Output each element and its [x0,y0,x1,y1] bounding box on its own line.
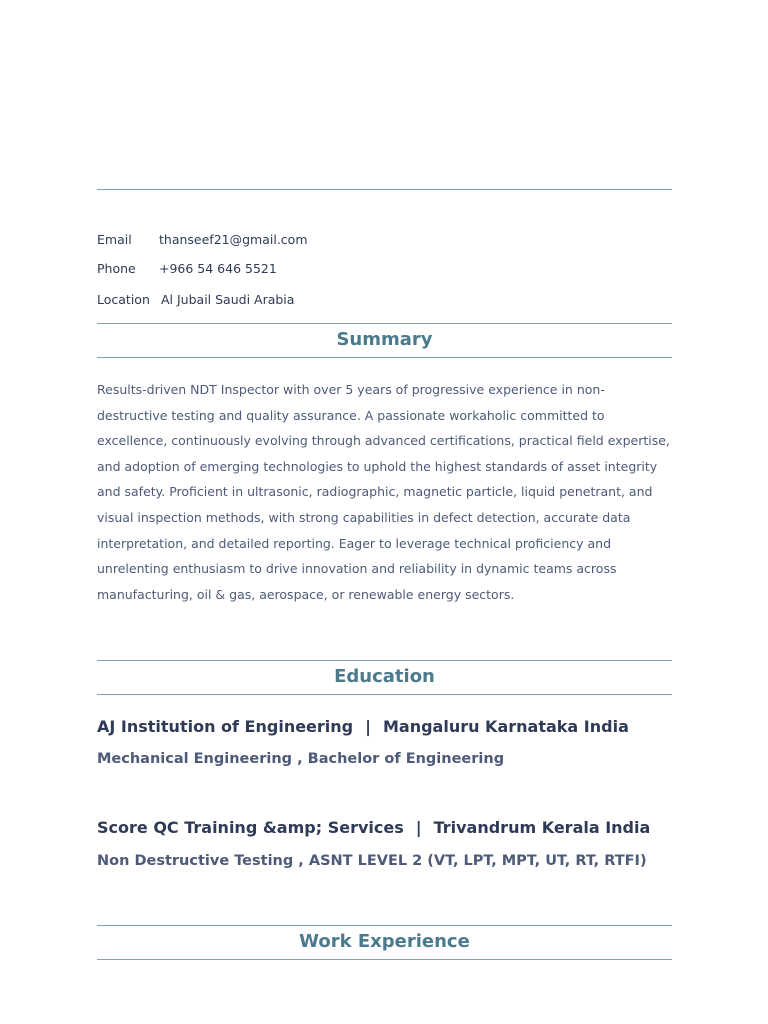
education-entry-1-title [97,717,629,737]
education-divider-bottom [97,694,672,695]
phone-value[interactable]: +966 54 646 5521 [159,261,277,276]
education-entry-1-institution: AJ Institution of Engineering [97,717,354,736]
location-value: Al Jubail Saudi Arabia [161,292,295,307]
work-experience-heading: Work Experience [299,931,470,952]
education-entry-2-institution: Score QC Training &amp; Services [97,818,404,837]
contact-phone-row [97,261,277,276]
contact-location-row [97,292,295,307]
work-experience-divider-top [97,925,672,926]
contact-email-row [97,232,308,247]
phone-label: Phone [97,261,136,276]
education-entry-2-separator: | [415,818,422,837]
email-label: Email [97,232,132,247]
work-experience-divider-bottom [97,959,672,960]
summary-heading: Summary [336,329,433,350]
education-entry-2-detail: Non Destructive Testing , ASNT LEVEL 2 (VT, LPT, MPT, UT, RT, RTFI) [97,853,647,869]
header-divider [97,189,672,190]
summary-divider-top [97,323,672,324]
email-value[interactable]: thanseef21@gmail.com [159,232,308,247]
location-label: Location [97,292,150,307]
education-entry-1-separator: | [365,717,371,736]
education-entry-2-title [97,818,650,838]
summary-text: Results-driven NDT Inspector with over 5 years of progressive experience in non-destructive testing and quality assurance. A passionate workaholic committed to excellence, continuously evolving through advanced certifications, practical field expertise, and adoption of emerging technologies to uphold the highest standards of asset integrity and safety. Proficient in ultrasonic, radiographic, magnetic particle, liquid penetrant, and visual inspection methods, with strong capabilities in defect detection, accurate data interpretation, and detailed reporting. Eager to leverage technical proficiency and unrelenting enthusiasm to drive innovation and reliability in dynamic teams across manufacturing, oil & gas, aerospace, or renewable energy sectors. [97,382,670,602]
education-entry-2-location: Trivandrum Kerala India [433,818,651,837]
education-divider-top [97,660,672,661]
education-heading: Education [334,666,435,687]
summary-divider-bottom [97,357,672,358]
education-entry-1-detail: Mechanical Engineering , Bachelor of Engineering [97,751,505,767]
education-entry-1-location: Mangaluru Karnataka India [382,717,629,736]
